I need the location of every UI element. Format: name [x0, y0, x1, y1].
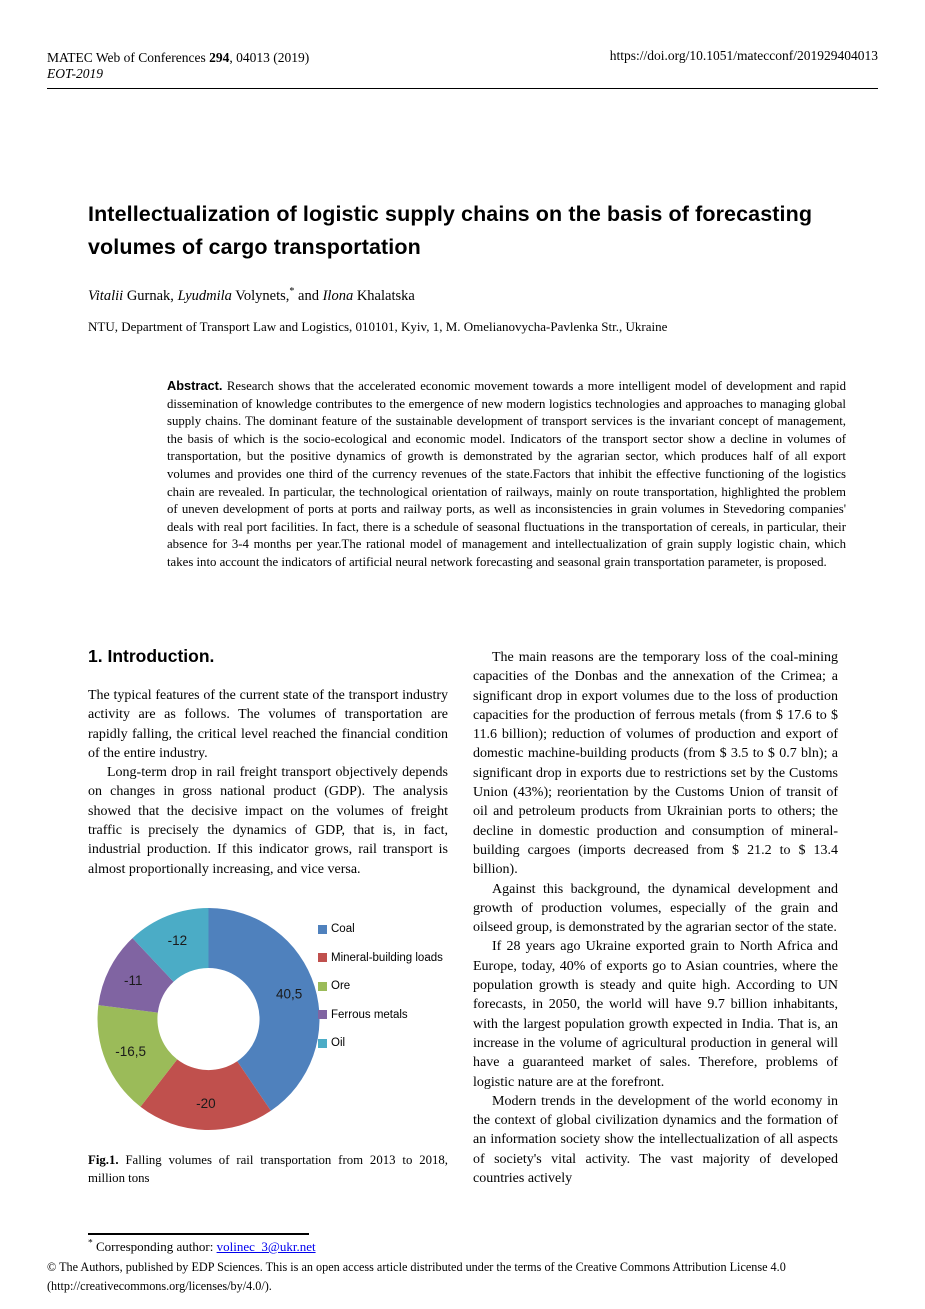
legend-label: Oil — [331, 1037, 346, 1049]
abstract — [167, 377, 846, 572]
figure-1-caption — [88, 1152, 448, 1187]
legend-label: Ore — [331, 980, 351, 992]
footnote-rule — [88, 1233, 309, 1235]
footnote-text: Corresponding author: — [92, 1239, 217, 1254]
journal-header — [47, 48, 309, 68]
author-2-family: Volynets, — [231, 288, 290, 304]
doi-text: https://doi.org/10.1051/matecconf/201929404013 — [609, 48, 878, 63]
legend-item-mineral-building-loads — [318, 952, 443, 964]
legend-item-ferrous-metals — [318, 1009, 443, 1021]
corresponding-author-marker: * — [289, 286, 295, 298]
legend-item-oil — [318, 1037, 443, 1049]
right-column — [473, 648, 838, 1188]
corresponding-author-footnote — [88, 1239, 316, 1255]
legend-label: Ferrous metals — [331, 1008, 408, 1021]
journal-name: MATEC Web of Conferences — [47, 50, 210, 65]
pie-data-label: -20 — [196, 1095, 216, 1111]
pie-data-label: -11 — [124, 973, 143, 989]
legend-label: Mineral-building loads — [331, 951, 443, 964]
corresponding-author-email-link[interactable]: volinec_3@ukr.net — [216, 1239, 316, 1254]
author-3-given: Ilona — [322, 288, 354, 304]
journal-issue: , 04013 (2019) — [229, 50, 310, 65]
author-line — [88, 288, 415, 305]
author-2-given: Lyudmila — [177, 288, 232, 304]
abstract-text: Research shows that the accelerated economic movement towards a more intelligent model of development and rapid dissemination of knowledge contributes to the emergence of new modern logistics technologies and approaches to managing global supply chains. The dominant feature of the sustainable development of transport services is the invariant concept of management, the basis of which is the socio-ecological and economic model. Indicators of the transport sector show a decline in volumes of transportation, but the positive dynamics of growth is demonstrated by the agrarian sector, which produces half of all export volumes and provides one third of the currency revenues of the state.Factors that inhibit the effective functioning of the logistics chain are revealed. In particular, the technological orientation of railways, mainly on route transportation, highlighted the problem of uneven development of ports at ports and railway ports, as well as inconsistencies in grain volumes in Stevedoring companies' deals with real port facilities. In fact, there is a schedule of seasonal fluctuations in the transportation of cereals, in particular, their absence for 3-4 months per year.The rational model of management and intellectualization of grain supply logistic chain, which takes into account the indicators of artificial neural network forecasting and seasonal grain transportation parameter, is proposed. — [167, 379, 846, 569]
legend-label: Coal — [331, 923, 355, 935]
author-1-family: Gurnak, — [123, 288, 178, 304]
legend-swatch-icon — [318, 953, 327, 962]
pie-data-label: -12 — [167, 933, 188, 949]
legend-swatch-icon — [318, 982, 327, 991]
figure-label: Fig.1. — [88, 1153, 119, 1167]
paper-title: Intellectualization of logistic supply chains on the basis of forecasting volumes of cargo transportation — [88, 202, 813, 259]
figure-1-chart — [88, 895, 463, 1147]
journal-volume: 294 — [209, 50, 230, 65]
conference-name: EOT-2019 — [47, 66, 103, 81]
legend-swatch-icon — [318, 1010, 327, 1019]
author-separator: and — [294, 288, 323, 304]
header-rule — [47, 88, 878, 89]
legend-item-ore — [318, 980, 443, 992]
chart-legend — [318, 923, 443, 1066]
abstract-label: Abstract. — [167, 378, 223, 393]
left-column — [88, 686, 448, 879]
author-3-family: Khalatska — [353, 288, 415, 304]
footnote-marker: * — [88, 1238, 93, 1249]
pie-data-label: -16,5 — [115, 1043, 146, 1059]
paragraph: The main reasons are the temporary loss of the coal-mining capacities of the Donbas and the annexation of the Crimea; a significant drop in export volumes due to the loss of production capacities for the production of ferrous metals (from $ 17.6 to $ 11.6 billion); reduction of volumes of production and export of domestic machine-building products (from $ 3.5 to $ 0.7 bln); a significant drop in exports due to restrictions set by the Customs Union (43%); reorientation by the Customs Union of transit of oil and petroleum products from Ukrainian ports to others; the decline in domestic production and consumption of mineral-building cargoes (imports decreased from $ 21.2 to $ 13.4 billion). — [473, 650, 838, 878]
paragraph: Modern trends in the development of the world economy in the context of global civilization dynamics and the formation of an information society show the intellectualization of all aspects of society's vital activity. The vast majority of developed countries actively — [473, 1093, 838, 1187]
pie-data-label: 40,5 — [275, 986, 303, 1002]
affiliation: NTU, Department of Transport Law and Logistics, 010101, Kyiv, 1, M. Omelianovycha-Pavlenka Str., Ukraine — [88, 319, 668, 334]
figure-caption-text: Falling volumes of rail transportation from 2013 to 2018, million tons — [88, 1153, 448, 1185]
legend-swatch-icon — [318, 925, 327, 934]
paragraph: If 28 years ago Ukraine exported grain to North Africa and Europe, today, 40% of exports go to Asian countries, where the population growth is steady and quite high. According to UN forecasts, in 2050, the world will have 9.7 billion inhabitants, with the largest population growth expected in India. That is, an increase in the volume of agricultural production in general will have a guaranteed market of sales. Therefore, problems of logistic nature are at the forefront. — [473, 939, 838, 1090]
copyright-notice: © The Authors, published by EDP Sciences. This is an open access article distributed under the terms of the Creative Commons Attribution License 4.0 (http://creativecommons.org/licenses/by/4.0/). — [47, 1260, 786, 1293]
paragraph: The typical features of the current state of the transport industry activity are as follows. The volumes of transportation are rapidly falling, the critical level reached the financial condition of the entire industry. — [88, 688, 448, 761]
paragraph: Long-term drop in rail freight transport objectively depends on changes in gross national product (GDP). The analysis showed that the decisive impact on the volumes of freight traffic is precisely the dynamics of GDP, that is, in fact, industrial production. If this indicator grows, rail transport is almost proportionally increasing, and vice versa. — [88, 765, 448, 877]
paragraph: Against this background, the dynamical development and growth of production volumes, especially of the grain and oilseed group, is demonstrated by the agrarian sector of the state. — [473, 881, 838, 936]
legend-swatch-icon — [318, 1039, 327, 1048]
legend-item-coal — [318, 923, 443, 935]
section-heading-introduction: 1. Introduction. — [88, 646, 215, 666]
author-1-given: Vitalii — [88, 288, 124, 304]
